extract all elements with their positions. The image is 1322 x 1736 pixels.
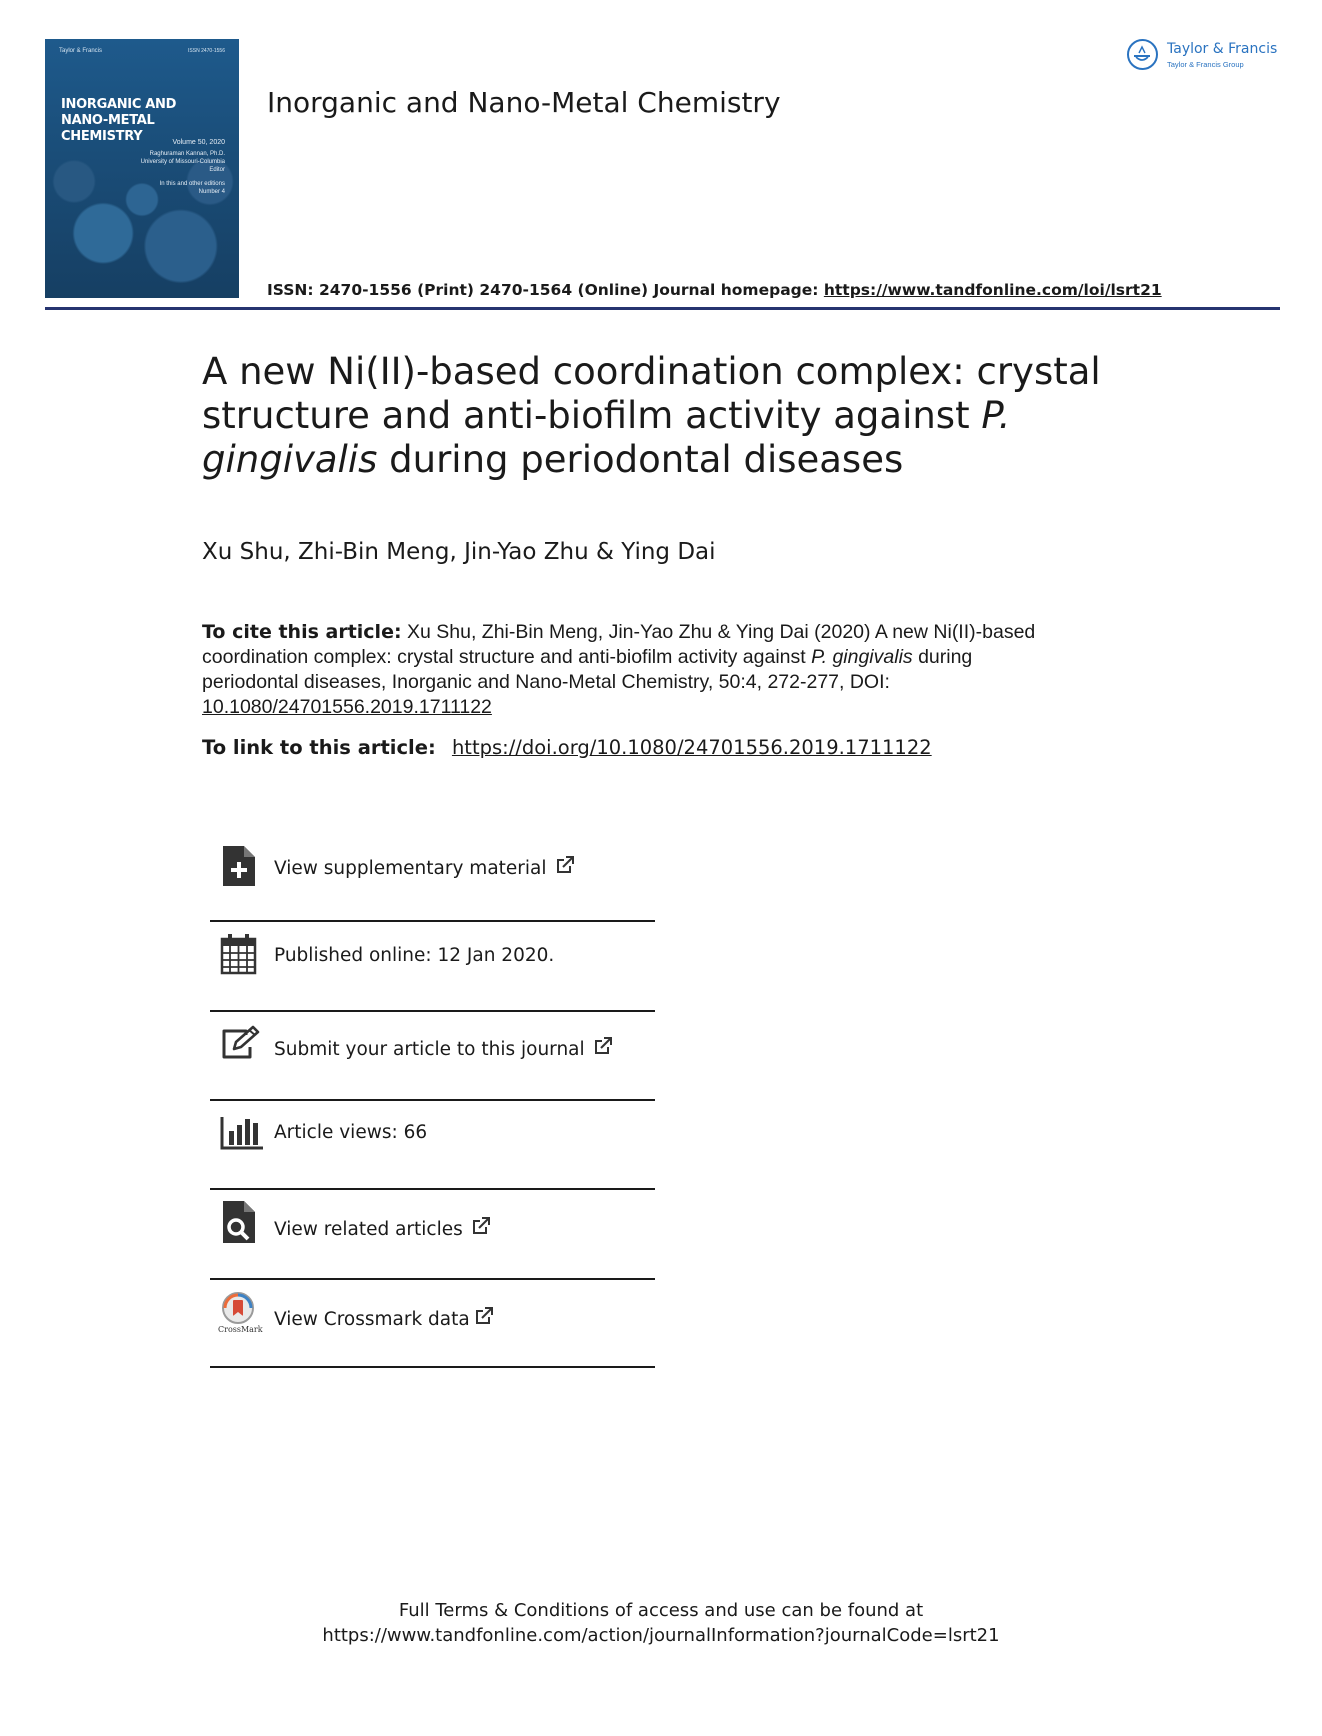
cover-editor-affiliation: University of Missouri-Columbia	[140, 159, 225, 165]
article-title-text: A new Ni(II)-based coordination complex: crystal structure and anti-biofilm activity against	[202, 350, 1101, 437]
publisher-name: Taylor & Francis	[1167, 41, 1278, 57]
related-articles-label: View related articles	[274, 1219, 463, 1240]
citation-label: To cite this article:	[202, 621, 402, 643]
external-link-icon	[474, 1306, 494, 1331]
article-views-row	[210, 1112, 655, 1162]
bar-chart-icon	[220, 1115, 258, 1155]
article-doi-link[interactable]: https://doi.org/10.1080/24701556.2019.1711122	[451, 736, 932, 759]
article-link-label: To link to this article:	[202, 736, 436, 759]
supplementary-label: View supplementary material	[274, 858, 547, 879]
cover-brand: Taylor & Francis	[59, 48, 103, 54]
view-related-articles-link[interactable]	[210, 1200, 655, 1250]
citation-text: Xu Shu, Zhi-Bin Meng, Jin-Yao Zhu & Ying Dai (2020) A new Ni(II)-based coordination complex: crystal structure and anti-biofilm activity against	[202, 621, 1036, 668]
row-divider	[210, 1188, 655, 1190]
row-divider	[210, 1278, 655, 1280]
cover-issn: ISSN 2470-1556	[188, 48, 225, 54]
article-title	[202, 350, 1102, 482]
view-supplementary-material-link[interactable]	[210, 845, 655, 895]
citation-species: P. gingivalis	[811, 646, 913, 668]
calendar-icon	[220, 933, 258, 973]
terms-footer-url[interactable]: https://www.tandfonline.com/action/journalInformation?journalCode=lsrt21	[322, 1625, 1000, 1646]
citation-block	[202, 620, 1062, 720]
file-plus-icon	[220, 845, 258, 885]
cover-title-line: INORGANIC AND	[61, 97, 177, 112]
terms-footer	[0, 1598, 1322, 1648]
article-title-text: during periodontal diseases	[377, 438, 904, 481]
external-link-icon	[471, 1216, 491, 1241]
journal-cover-image	[45, 39, 239, 298]
cover-volume: Volume 50, 2020	[172, 139, 225, 146]
row-divider	[210, 1099, 655, 1101]
citation-text: during periodontal diseases, Inorganic and Nano-Metal Chemistry, 50:4, 272-277, DOI:	[202, 646, 973, 693]
header-divider	[45, 307, 1280, 310]
cover-meta	[75, 139, 225, 196]
cover-edition-label: In this and other editions	[159, 181, 225, 187]
external-link-icon	[555, 855, 575, 880]
row-divider	[210, 1010, 655, 1012]
publisher-group: Taylor & Francis Group	[1167, 60, 1244, 69]
issn-line	[267, 281, 1162, 299]
article-views-label: Article views: 66	[274, 1122, 428, 1143]
crossmark-icon	[218, 1292, 262, 1332]
cover-title	[61, 97, 231, 145]
journal-title: Inorganic and Nano-Metal Chemistry	[267, 86, 781, 119]
crossmark-caption: CrossMark	[218, 1325, 263, 1334]
cover-title-line: NANO-METAL CHEMISTRY	[61, 113, 155, 144]
external-link-icon	[593, 1036, 613, 1061]
article-link-row	[202, 736, 932, 759]
published-online-label: Published online: 12 Jan 2020.	[274, 945, 555, 966]
edit-icon	[220, 1025, 258, 1065]
search-document-icon	[220, 1200, 258, 1240]
cover-number: Number 4	[198, 189, 225, 195]
cover-editor-role: Editor	[209, 167, 225, 173]
published-online-row	[210, 933, 655, 983]
article-title-species: P. gingivalis	[202, 394, 1011, 481]
terms-footer-text: Full Terms & Conditions of access and use can be found at	[398, 1600, 924, 1621]
cover-editor-name: Raghuraman Kannan, Ph.D.	[149, 151, 225, 157]
article-authors: Xu Shu, Zhi-Bin Meng, Jin-Yao Zhu & Ying Dai	[202, 539, 716, 565]
crossmark-label: View Crossmark data	[274, 1309, 470, 1330]
submit-article-label: Submit your article to this journal	[274, 1039, 585, 1060]
citation-doi-link[interactable]: 10.1080/24701556.2019.1711122	[202, 696, 492, 718]
journal-homepage-link[interactable]: https://www.tandfonline.com/loi/lsrt21	[823, 281, 1162, 299]
row-divider	[210, 920, 655, 922]
publisher-logo-icon	[1127, 39, 1158, 70]
issn-text: ISSN: 2470-1556 (Print) 2470-1564 (Online) Journal homepage:	[267, 281, 824, 299]
row-divider	[210, 1366, 655, 1368]
submit-article-link[interactable]	[210, 1022, 655, 1072]
view-crossmark-link[interactable]	[210, 1292, 655, 1342]
publisher-logo[interactable]	[1127, 38, 1287, 78]
